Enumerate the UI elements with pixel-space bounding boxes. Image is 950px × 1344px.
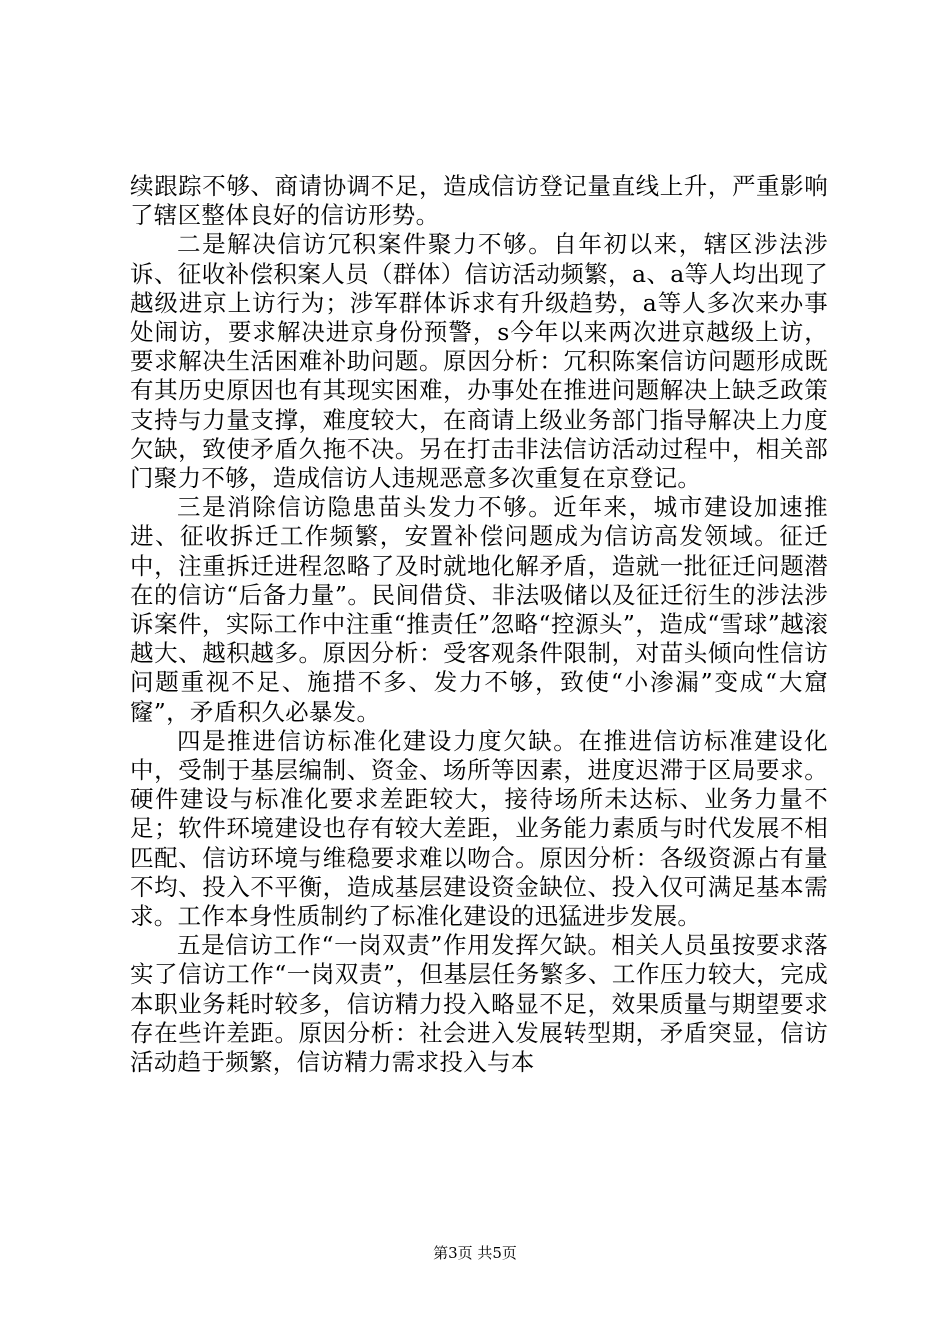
document-body <box>130 172 828 1077</box>
paragraph-point-two: 二是解决信访冗积案件聚力不够。自年初以来，辖区涉法涉诉、征收补偿积案人员（群体）信访活动频繁，a、a等人均出现了越级进京上访行为；涉军群体诉求有升级趋势，a等人多次来办事处闹访，要求解决进京身份预警，s今年以来两次进京越级上访，要求解决生活困难补助问题。原因分析：冗积陈案信访问题形成既有其历史原因也有其现实困难，办事处在推进问题解决上缺乏政策支持与力量支撑，难度较大，在商请上级业务部门指导解决上力度欠缺，致使矛盾久拖不决。另在打击非法信访活动过程中，相关部门聚力不够，造成信访人违规恶意多次重复在京登记。 <box>130 230 828 493</box>
paragraph-point-three: 三是消除信访隐患苗头发力不够。近年来，城市建设加速推进、征收拆迁工作频繁，安置补偿问题成为信访高发领域。征迁中，注重拆迁进程忽略了及时就地化解矛盾，造就一批征迁问题潜在的信访“后备力量”。民间借贷、非法吸储以及征迁衍生的涉法涉诉案件，实际工作中注重“推责任”忽略“控源头”，造成“雪球”越滚越大、越积越多。原因分析：受客观条件限制，对苗头倾向性信访问题重视不足、施措不多、发力不够，致使“小渗漏”变成“大窟窿”，矛盾积久必暴发。 <box>130 493 828 726</box>
paragraph-continuation: 续跟踪不够、商请协调不足，造成信访登记量直线上升，严重影响了辖区整体良好的信访形势。 <box>130 172 828 230</box>
page-number-footer: 第3页 共5页 <box>433 1244 517 1262</box>
paragraph-point-five: 五是信访工作“一岗双责”作用发挥欠缺。相关人员虽按要求落实了信访工作“一岗双责”，但基层任务繁多、工作压力较大，完成本职业务耗时较多，信访精力投入略显不足，效果质量与期望要求存在些许差距。原因分析：社会进入发展转型期，矛盾突显，信访活动趋于频繁，信访精力需求投入与本 <box>130 931 828 1077</box>
paragraph-point-four: 四是推进信访标准化建设力度欠缺。在推进信访标准建设化中，受制于基层编制、资金、场所等因素，进度迟滞于区局要求。硬件建设与标准化要求差距较大，接待场所未达标、业务力量不足；软件环境建设也存有较大差距，业务能力素质与时代发展不相匹配、信访环境与维稳要求难以吻合。原因分析：各级资源占有量不均、投入不平衡，造成基层建设资金缺位、投入仅可满足基本需求。工作本身性质制约了标准化建设的迅猛进步发展。 <box>130 726 828 931</box>
